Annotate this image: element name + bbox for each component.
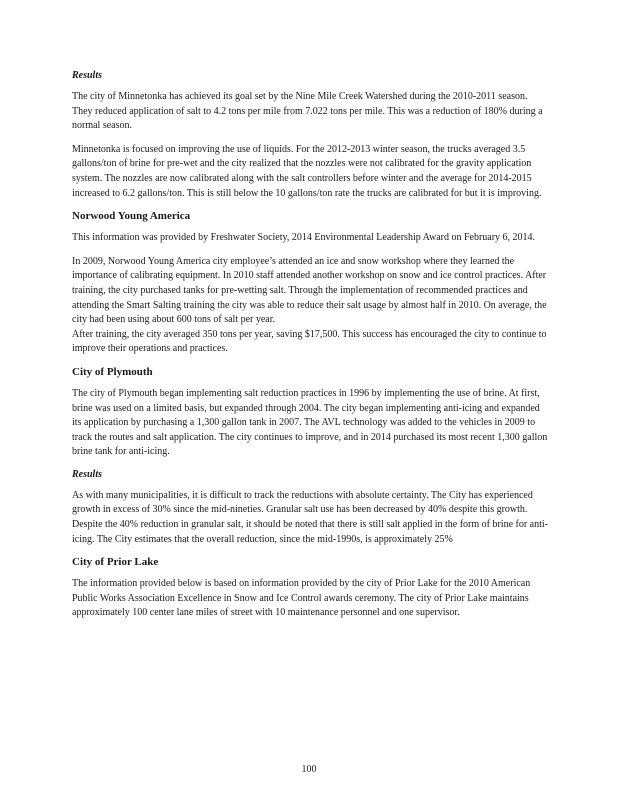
paragraph: As with many municipalities, it is difficult to track the reductions with absolute certainty. The City has experienced growth in excess of 30% since the mid-nineties. Granular salt use has been decreased by 40% despite this growth. Despite the 40% reduction in granular salt, it should be noted that there is still salt applied in the form of brine for anti-icing. The City estimates that the overall reduction, since the mid-1990s, is approximately 25%: [72, 489, 548, 545]
section-minnetonka-results: [72, 70, 550, 201]
section-city-of-plymouth: [72, 366, 550, 460]
document-page: [72, 70, 550, 630]
paragraph: After training, the city averaged 350 tons per year, saving $17,500. This success has encouraged the city to continue to improve their operations and practices.: [72, 328, 547, 355]
paragraph: The information provided below is based on information provided by the city of Prior Lake for the 2010 American Public Works Association Excellence in Snow and Ice Control awards ceremony. The city of Prior Lake maintains approximately 100 center lane miles of street with 10 maintenance personnel and one supervisor.: [72, 578, 531, 619]
section-heading: City of Prior Lake: [72, 556, 159, 569]
section-heading: City of Plymouth: [72, 365, 153, 378]
paragraph: This information was provided by Freshwater Society, 2014 Environmental Leadership Award on February 6, 2014.: [72, 232, 536, 244]
section-heading: Norwood Young America: [72, 210, 191, 223]
page-number: 100: [301, 764, 317, 775]
section-city-of-prior-lake: [72, 556, 550, 621]
section-heading: Results: [72, 70, 103, 81]
paragraph: The city of Minnetonka has achieved its goal set by the Nine Mile Creek Watershed during the 2010-2011 season. They reduced application of salt to 4.2 tons per mile from 7.022 tons per mile. This was a reduction of 180% during a normal season.: [72, 91, 543, 132]
section-norwood-young-america: [72, 210, 550, 357]
section-plymouth-results: [72, 469, 550, 547]
paragraph: The city of Plymouth began implementing salt reduction practices in 1996 by implementing the use of brine. At first, brine was used on a limited basis, but expanded through 2004. The city began implementing anti-icing and expanded its application by purchasing a 1,300 gallon tank in 2007. The AVL technology was added to the vehicles in 2009 to track the routes and salt application. The city continues to improve, and in 2014 purchased its most recent 1,300 gallon brine tank for anti-icing.: [72, 387, 548, 458]
section-heading: Results: [72, 468, 103, 480]
paragraph: Minnetonka is focused on improving the use of liquids. For the 2012-2013 winter season, the trucks averaged 3.5 gallons/ton of brine for pre-wet and the city realized that the nozzles were not calibrated for the gravity application system. The nozzles are now calibrated along with the salt controllers before winter and the average for 2014-2015 increased to 6.2 gallons/ton. This is still below the 10 gallons/ton rate the trucks are calibrated for but it is improving.: [72, 143, 542, 199]
paragraph: In 2009, Norwood Young America city employee’s attended an ice and snow workshop where they learned the importance of calibrating equipment. In 2010 staff attended another workshop on snow and ice control practices. After training, the city purchased tanks for pre-wetting salt. Through the implementation of recommended practices and attending the Smart Salting training the city was able to reduce their salt usage by almost half in 2010. On average, the city had been using about 600 tons of salt per year.: [72, 255, 547, 326]
